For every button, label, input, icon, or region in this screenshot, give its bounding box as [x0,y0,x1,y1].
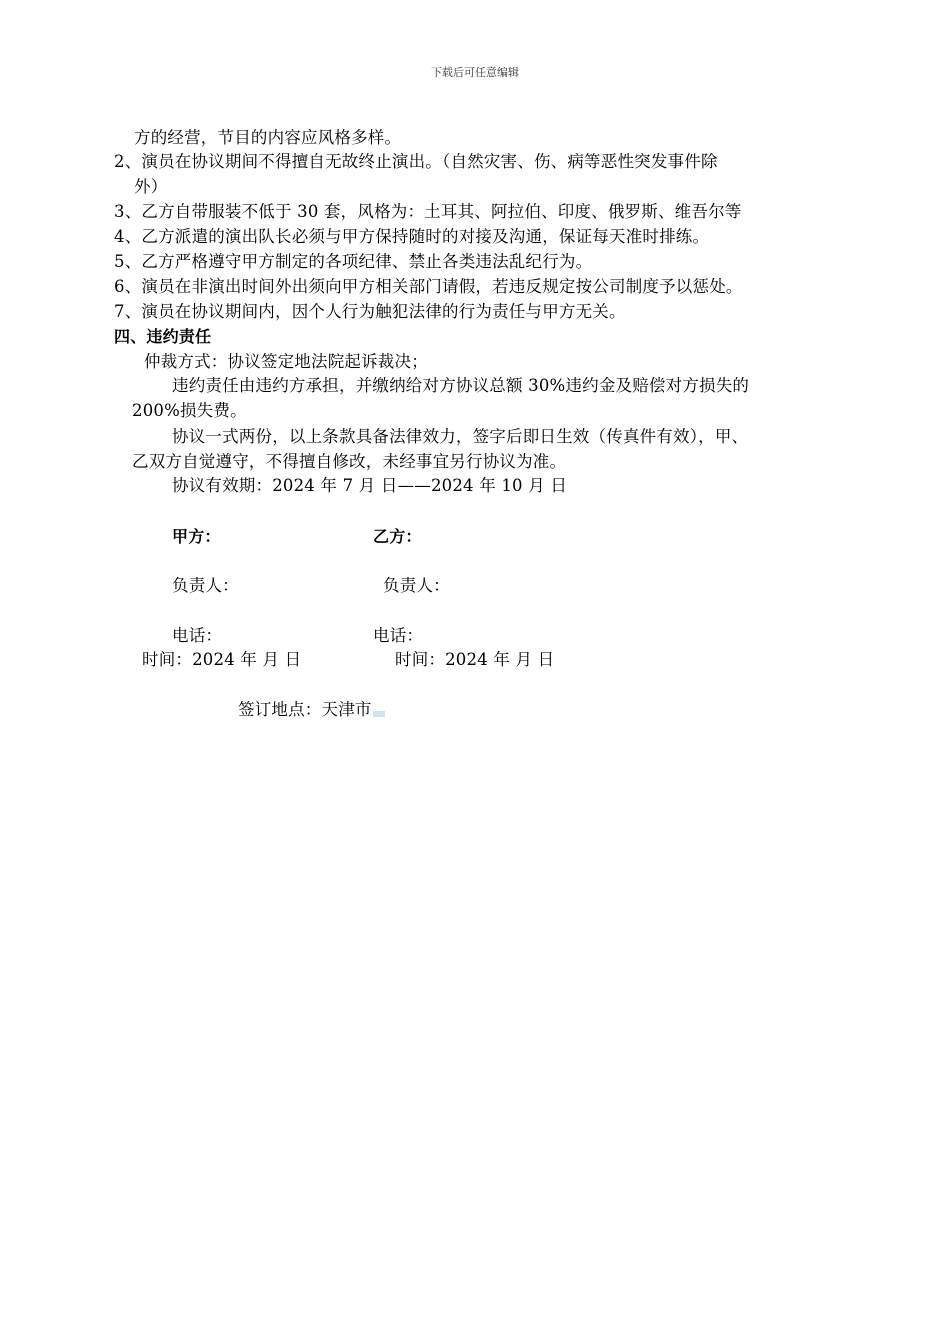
header-note: 下载后可任意编辑 [431,66,519,79]
clause-item-3: 3、乙方自带服装不低于 30 套，风格为：土耳其、阿拉伯、印度、俄罗斯、维吾尔等 [114,202,742,221]
clause-item-2-cont: 外） [134,177,168,196]
clause-item-4: 4、乙方派遣的演出队长必须与甲方保持随时的对接及沟通，保证每天准时排练。 [114,227,710,246]
arbitration-text: 仲裁方式：协议签定地法院起诉裁决； [144,352,428,371]
clause-continued: 方的经营，节目的内容应风格多样。 [134,128,402,147]
phone-b-label: 电话： [373,626,424,645]
clause-item-2: 2、演员在协议期间不得擅自无故终止演出。（自然灾害、伤、病等恶性突发事件除 [114,152,718,171]
clause-item-7: 7、演员在协议期间内，因个人行为触犯法律的行为责任与甲方无关。 [114,302,626,321]
copies-text: 协议一式两份，以上条款具备法律效力，签字后即日生效（传真件有效），甲、 [172,427,749,446]
signing-place-text: 签订地点：天津市 [238,700,372,719]
principal-b-label: 负责人： [383,576,450,595]
time-b-label: 时间：2024 年 月 日 [395,650,555,669]
party-a-label: 甲方： [172,527,221,546]
time-a-label: 时间：2024 年 月 日 [142,650,302,669]
party-b-label: 乙方： [373,527,422,546]
phone-a-label: 电话： [172,626,223,645]
validity-period: 协议有效期：2024 年 7 月 日——2024 年 10 月 日 [172,476,568,495]
principal-a-label: 负责人： [172,576,239,595]
section-4-title: 四、违约责任 [114,327,212,346]
liability-text: 违约责任由违约方承担，并缴纳给对方协议总额 30%违约金及赔偿对方损失的 [172,376,750,395]
copies-text-cont: 乙双方自觉遵守，不得擅自修改，未经事宜另行协议为准。 [132,452,567,471]
clause-item-6: 6、演员在非演出时间外出须向甲方相关部门请假，若违反规定按公司制度予以惩处。 [114,277,743,296]
liability-text-cont: 200%损失费。 [132,401,247,420]
clause-item-5: 5、乙方严格遵守甲方制定的各项纪律、禁止各类违法乱纪行为。 [114,252,593,271]
text-cursor-highlight [373,711,385,717]
signing-place [238,698,385,722]
